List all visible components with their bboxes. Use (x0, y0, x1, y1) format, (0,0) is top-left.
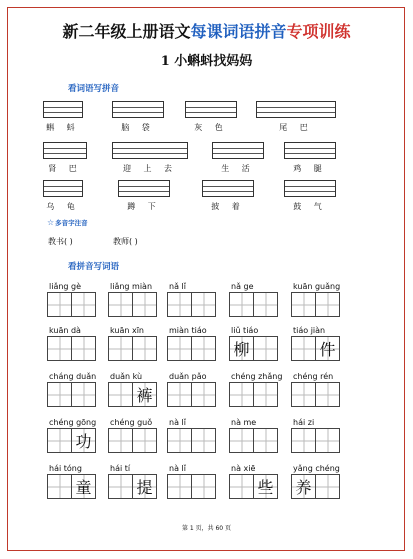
character-cell[interactable] (253, 382, 278, 407)
section-heading-polyphonic (47, 218, 88, 227)
character-cell-text (48, 475, 71, 498)
character-grid (108, 292, 156, 317)
character-cell-text (292, 429, 315, 452)
character-cell-text: 童 (75, 478, 92, 497)
title-part-training: 专项训练 (286, 22, 351, 41)
character-cell[interactable] (191, 292, 216, 317)
character-cell[interactable] (315, 292, 340, 317)
character-grid (167, 474, 215, 499)
character-cell-text (133, 337, 156, 360)
character-grid (47, 292, 95, 317)
character-cell[interactable] (108, 336, 133, 361)
character-cell[interactable] (315, 336, 340, 361)
character-cell[interactable] (315, 382, 340, 407)
character-cell[interactable] (108, 382, 133, 407)
polyphonic-item-2[interactable]: 教师( ) (113, 237, 138, 246)
word-label: 尾 巴 (279, 123, 313, 132)
character-grid (47, 382, 95, 407)
pinyin-answer-box[interactable] (112, 142, 188, 159)
character-cell-text (72, 337, 95, 360)
character-grid (47, 428, 95, 453)
pinyin-prompt: yǎng chéng (293, 464, 340, 473)
character-cell-text (168, 293, 191, 316)
character-grid (291, 428, 339, 453)
character-cell[interactable] (71, 336, 96, 361)
pinyin-answer-box[interactable] (202, 180, 254, 197)
character-cell-text (48, 337, 71, 360)
character-cell[interactable] (71, 382, 96, 407)
pinyin-prompt: duǎn kù (110, 372, 143, 381)
character-cell[interactable] (291, 292, 316, 317)
word-label: 乌 龟 (46, 202, 80, 211)
character-grid (229, 292, 277, 317)
character-grid (167, 428, 215, 453)
character-grid (108, 428, 156, 453)
pinyin-answer-box[interactable] (256, 101, 336, 118)
character-grid (108, 382, 156, 407)
character-cell-text (168, 337, 191, 360)
pinyin-prompt: kuān dà (49, 326, 81, 335)
character-cell[interactable] (167, 292, 192, 317)
character-grid (291, 474, 339, 499)
character-cell[interactable] (191, 428, 216, 453)
section-heading-write-pinyin: 看词语写拼音 (68, 84, 120, 94)
pinyin-prompt: chéng rén (293, 372, 334, 381)
pinyin-answer-box[interactable] (43, 142, 87, 159)
character-cell-text (133, 429, 156, 452)
character-grid (167, 382, 215, 407)
character-cell-text: 裤 (136, 386, 153, 405)
character-cell-text (230, 383, 253, 406)
character-cell[interactable] (229, 382, 254, 407)
character-cell[interactable] (167, 336, 192, 361)
character-grid (291, 382, 339, 407)
character-grid (47, 474, 95, 499)
character-cell-text (48, 293, 71, 316)
character-cell[interactable] (71, 428, 96, 453)
character-cell-text (316, 475, 339, 498)
character-grid (167, 336, 215, 361)
character-cell[interactable] (108, 474, 133, 499)
character-cell[interactable] (229, 292, 254, 317)
pinyin-prompt: nǎ ge (231, 282, 254, 291)
character-cell-text (192, 337, 215, 360)
character-cell[interactable] (315, 474, 340, 499)
character-cell[interactable] (291, 336, 316, 361)
character-cell-text: 柳 (233, 340, 250, 359)
title-part-topic: 每课词语拼音 (190, 22, 287, 41)
pinyin-prompt: hái tóng (49, 464, 82, 473)
word-label: 披 着 (211, 202, 245, 211)
character-grid (229, 428, 277, 453)
character-grid (291, 292, 339, 317)
pinyin-prompt: nà lǐ (169, 418, 186, 427)
character-grid (47, 336, 95, 361)
pinyin-prompt: nà xiē (231, 464, 256, 473)
pinyin-prompt: cháng duǎn (49, 372, 97, 381)
character-cell-text (316, 293, 339, 316)
character-cell-text (230, 475, 253, 498)
character-cell-text: 件 (319, 340, 336, 359)
pinyin-prompt: nà lǐ (169, 464, 186, 473)
character-cell-text (192, 383, 215, 406)
word-label: 灰 色 (194, 123, 228, 132)
character-cell-text: 功 (75, 432, 92, 451)
word-label: 肾 巴 (48, 164, 82, 173)
character-cell[interactable] (47, 428, 72, 453)
word-label: 脑 袋 (121, 123, 155, 132)
character-cell[interactable] (167, 474, 192, 499)
character-cell[interactable] (229, 336, 254, 361)
character-cell-text (109, 429, 132, 452)
character-grid (229, 336, 277, 361)
character-cell-text (48, 429, 71, 452)
character-cell[interactable] (132, 336, 157, 361)
character-cell[interactable] (229, 428, 254, 453)
pinyin-answer-box[interactable] (284, 142, 336, 159)
character-cell[interactable] (132, 382, 157, 407)
character-cell-text (192, 293, 215, 316)
character-cell[interactable] (47, 292, 72, 317)
character-cell-text (316, 383, 339, 406)
character-cell-text: 养 (295, 478, 312, 497)
pinyin-answer-box[interactable] (112, 101, 164, 118)
pinyin-prompt: liǎng gè (49, 282, 82, 291)
character-cell[interactable] (253, 292, 278, 317)
character-cell[interactable] (108, 292, 133, 317)
character-cell-text (230, 429, 253, 452)
character-cell-text (192, 475, 215, 498)
pinyin-prompt: hái zi (293, 418, 315, 427)
section-heading-polyphonic-text: 多音字注音 (55, 219, 88, 227)
word-label: 生 活 (221, 164, 255, 173)
character-cell[interactable] (291, 474, 316, 499)
character-cell-text (254, 429, 277, 452)
character-cell[interactable] (71, 474, 96, 499)
character-cell[interactable] (47, 382, 72, 407)
character-cell[interactable] (167, 382, 192, 407)
character-grid (229, 382, 277, 407)
character-grid (229, 474, 277, 499)
title-part-grade: 新二年级上册语文 (62, 22, 191, 41)
character-cell[interactable] (167, 428, 192, 453)
character-cell-text (292, 337, 315, 360)
character-cell-text (168, 383, 191, 406)
pinyin-prompt: chéng guǒ (110, 418, 153, 427)
character-cell[interactable] (191, 382, 216, 407)
pinyin-prompt: miàn tiáo (169, 326, 207, 335)
star-icon: ☆ (47, 218, 55, 227)
character-cell-text (254, 383, 277, 406)
page-footer: 第 1 页，共 60 页 (181, 525, 232, 532)
pinyin-answer-box[interactable] (118, 180, 170, 197)
pinyin-prompt: duǎn pǎo (169, 372, 207, 381)
pinyin-answer-box[interactable] (185, 101, 237, 118)
character-cell-text (254, 337, 277, 360)
character-cell[interactable] (47, 474, 72, 499)
pinyin-prompt: kuān guǎng (293, 282, 341, 291)
character-cell-text (109, 293, 132, 316)
pinyin-prompt: liǔ tiáo (231, 326, 259, 335)
character-cell[interactable] (253, 336, 278, 361)
word-label: 鼓 气 (293, 202, 327, 211)
character-cell-text: 些 (257, 478, 274, 497)
character-cell-text (72, 293, 95, 316)
character-cell[interactable] (291, 428, 316, 453)
character-cell[interactable] (47, 336, 72, 361)
pinyin-prompt: hái tí (110, 464, 131, 473)
character-cell[interactable] (108, 428, 133, 453)
character-cell-text (192, 429, 215, 452)
character-cell-text (109, 383, 132, 406)
character-cell-text (230, 293, 253, 316)
character-cell[interactable] (253, 474, 278, 499)
lesson-title: 1 小蝌蚪找妈妈 (160, 54, 253, 69)
pinyin-answer-box[interactable] (43, 101, 83, 118)
character-cell[interactable] (132, 292, 157, 317)
page-title (0, 19, 413, 42)
character-grid (108, 474, 156, 499)
character-cell-text (133, 293, 156, 316)
character-cell-text (48, 383, 71, 406)
character-cell-text (109, 337, 132, 360)
character-cell-text (72, 383, 95, 406)
pinyin-prompt: chéng gōng (49, 418, 97, 427)
character-cell-text (168, 475, 191, 498)
pinyin-prompt: kuān xīn (110, 326, 144, 335)
character-cell-text (109, 475, 132, 498)
character-cell[interactable] (315, 428, 340, 453)
character-cell[interactable] (71, 292, 96, 317)
section-heading-write-words: 看拼音写词语 (68, 262, 120, 272)
pinyin-answer-box[interactable] (43, 180, 83, 197)
pinyin-prompt: liǎng miàn (110, 282, 153, 291)
character-cell[interactable] (132, 428, 157, 453)
character-cell-text: 提 (136, 478, 153, 497)
pinyin-prompt: chéng zhǎng (231, 372, 283, 381)
character-cell-text (292, 383, 315, 406)
word-label: 鸡 腿 (293, 164, 327, 173)
pinyin-answer-box[interactable] (212, 142, 264, 159)
character-cell[interactable] (132, 474, 157, 499)
character-cell[interactable] (191, 474, 216, 499)
pinyin-prompt: nǎ lǐ (169, 282, 186, 291)
character-cell[interactable] (291, 382, 316, 407)
character-grid (167, 292, 215, 317)
polyphonic-item-1[interactable]: 教书( ) (48, 237, 73, 246)
character-grid (291, 336, 339, 361)
character-cell-text (254, 293, 277, 316)
pinyin-prompt: nà me (231, 418, 257, 427)
character-grid (108, 336, 156, 361)
character-cell-text (168, 429, 191, 452)
word-label: 蹲 下 (127, 202, 161, 211)
character-cell[interactable] (253, 428, 278, 453)
character-cell-text (316, 429, 339, 452)
word-label: 蝌 蚪 (46, 123, 80, 132)
character-cell[interactable] (229, 474, 254, 499)
pinyin-prompt: tiáo jiàn (293, 326, 326, 335)
pinyin-answer-box[interactable] (284, 180, 336, 197)
character-cell-text (292, 293, 315, 316)
word-label: 迎 上 去 (122, 164, 178, 173)
character-cell[interactable] (191, 336, 216, 361)
